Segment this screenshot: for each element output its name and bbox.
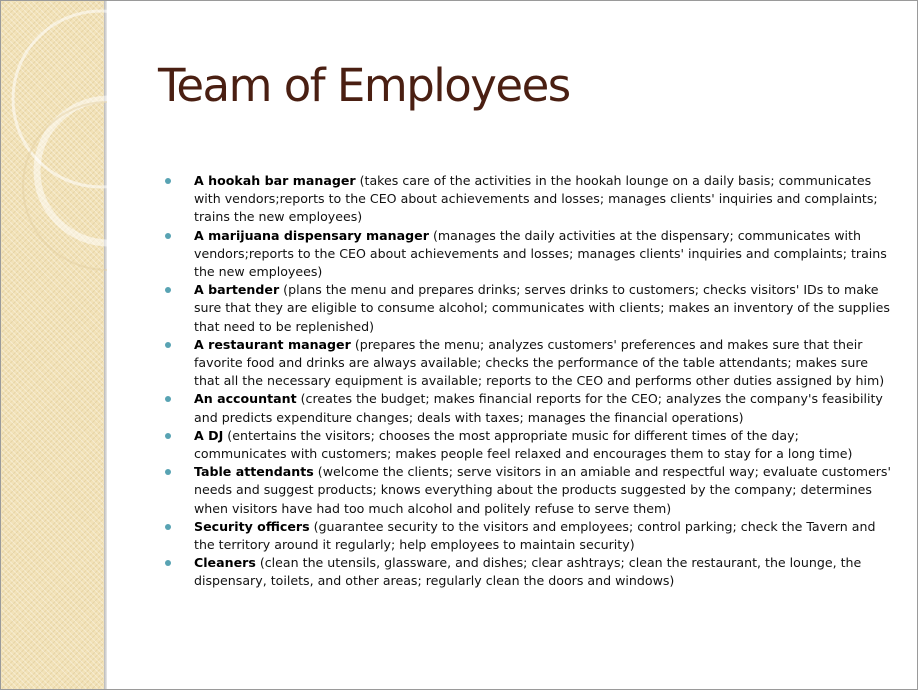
item-term: Table attendants [194, 464, 314, 480]
bullet-icon [165, 560, 171, 566]
item-term: An accountant [194, 391, 297, 407]
item-description: (takes care of the activities in the hookah lounge on a daily basis; communicates with vendors;reports to the CEO about achievements and losses; manages clients' inquiries and complaints; trains the new employees) [194, 173, 878, 225]
slide-title: Team of Employees [158, 59, 570, 112]
item-term: Cleaners [194, 555, 256, 571]
list-item [164, 336, 891, 391]
decorative-rings [1, 1, 107, 301]
bullet-icon [165, 342, 171, 348]
list-item [164, 463, 891, 518]
employee-list [164, 172, 891, 591]
bullet-icon [165, 287, 171, 293]
item-description: (prepares the menu; analyzes customers' preferences and makes sure that their favorite food and drinks are always available; checks the performance of the table attendants; makes sure that all the necessary equipment is available; reports to the CEO and performs other duties assigned by him) [194, 336, 885, 389]
bullet-icon [165, 469, 171, 475]
item-term: A DJ [194, 427, 224, 443]
bullet-icon [165, 396, 171, 402]
list-item [164, 227, 891, 282]
item-description: (plans the menu and prepares drinks; serves drinks to customers; checks visitors' IDs to make sure that they are eligible to consume alcohol; communicates with clients; makes an inventory of the supplies that need to be replenished) [194, 282, 890, 334]
item-description: (entertains the visitors; chooses the most appropriate music for different times of the day; communicates with customers; makes people feel relaxed and encourages them to stay for a long time) [194, 427, 853, 462]
item-description: (creates the budget; makes financial reports for the CEO; analyzes the company's feasibility and predicts expenditure changes; deals with taxes; manages the financial operations) [194, 391, 883, 425]
list-item [164, 281, 891, 336]
item-description: (guarantee security to the visitors and employees; control parking; check the Tavern and the territory around it regularly; help employees to maintain security) [194, 518, 876, 553]
bullet-icon [165, 233, 171, 239]
list-item [164, 518, 891, 554]
list-item [164, 390, 891, 426]
bullet-icon [165, 524, 171, 530]
list-item [164, 427, 891, 463]
item-term: A hookah bar manager [194, 173, 356, 188]
item-description: (manages the daily activities at the dispensary; communicates with vendors;reports to the CEO about achievements and losses; manages clients' inquiries and complaints; trains the new employees) [194, 227, 887, 280]
list-item [164, 172, 891, 227]
item-term: Security officers [194, 518, 310, 534]
bullet-icon [165, 433, 171, 439]
item-term: A restaurant manager [194, 336, 351, 352]
item-description: (clean the utensils, glassware, and dishes; clear ashtrays; clean the restaurant, the lounge, the dispensary, toilets, and other areas; regularly clean the doors and windows) [194, 555, 862, 589]
item-term: A bartender [194, 282, 280, 298]
item-description: (welcome the clients; serve visitors in an amiable and respectful way; evaluate customers' needs and suggest products; knows everything about the products suggested by the company; determines when visitors have had too much alcohol and politely refuse to serve them) [194, 464, 891, 516]
item-term: A marijuana dispensary manager [194, 227, 429, 243]
bullet-icon [165, 178, 171, 184]
list-item [164, 554, 891, 590]
